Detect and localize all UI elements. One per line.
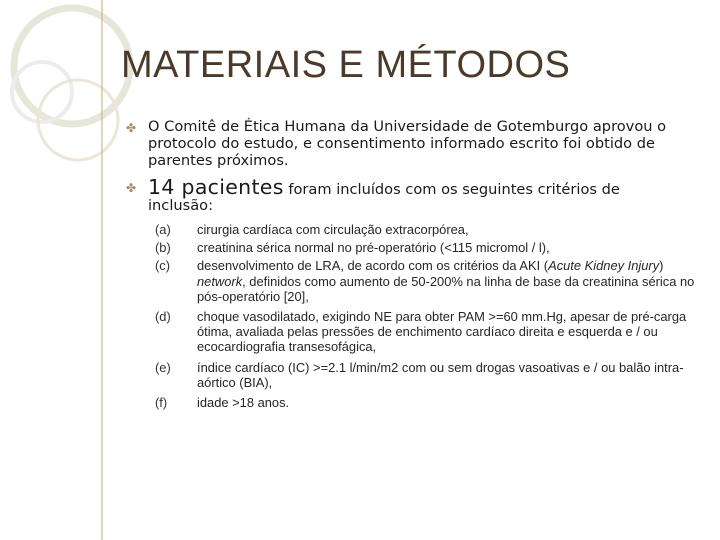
list-item-text: desenvolvimento de LRA, de acordo com os critérios da AKI (Acute Kidney Injury) network, definidos como aumento de 50-200% na linha de base da creatinina sérica no pós-operatório [20],: [197, 258, 695, 304]
list-item: [155, 360, 695, 390]
list-item-text: creatinina sérica normal no pré-operatório (<115 micromol / l),: [197, 240, 550, 256]
bullet-patients-line1: [148, 175, 620, 199]
list-item-label: (e): [155, 359, 171, 375]
list-item: [155, 240, 695, 255]
patients-count-highlight: 14 pacientes: [148, 175, 284, 199]
slide-title: MATERIAIS E MÉTODOS: [121, 44, 571, 86]
bullet-patients-text: foram incluídos com os seguintes critérios de: [283, 181, 620, 198]
bullet-ethics-text: O Comitê de Ética Humana da Universidade de Gotemburgo aprovou o protocolo do estudo, e consentimento informado escrito foi obtido de parentes próximos.: [148, 118, 667, 169]
list-item-label: (d): [155, 309, 171, 325]
list-item: [155, 309, 695, 355]
ornamental-bullet-icon: ✤: [126, 121, 137, 135]
bullet-patients-line2: inclusão:: [148, 197, 214, 214]
criteria-list: [155, 222, 695, 410]
list-item-text: idade >18 anos.: [197, 395, 290, 411]
list-item: [155, 258, 695, 304]
list-item-text: cirurgia cardíaca com circulação extracorpórea,: [197, 222, 469, 237]
list-item: [155, 395, 695, 410]
list-item: [155, 222, 695, 237]
list-item-text: índice cardíaco (IC) >=2.1 l/min/m2 com ou sem drogas vasoativas e / ou balão intra-aórtico (BIA),: [197, 359, 684, 390]
list-item-label: (b): [155, 240, 171, 256]
list-item-text: choque vasodilatado, exigindo NE para obter PAM >=60 mm.Hg, apesar de pré-carga ótima, avaliada pelas pressões de enchimento cardíaco direita e esquerda e / ou ecocardiografia transesofágica,: [197, 309, 687, 355]
list-item-label: (c): [155, 258, 171, 274]
list-item-label: (f): [155, 395, 168, 411]
list-item-label: (a): [155, 222, 171, 237]
ornamental-bullet-icon: ✤: [126, 181, 137, 195]
